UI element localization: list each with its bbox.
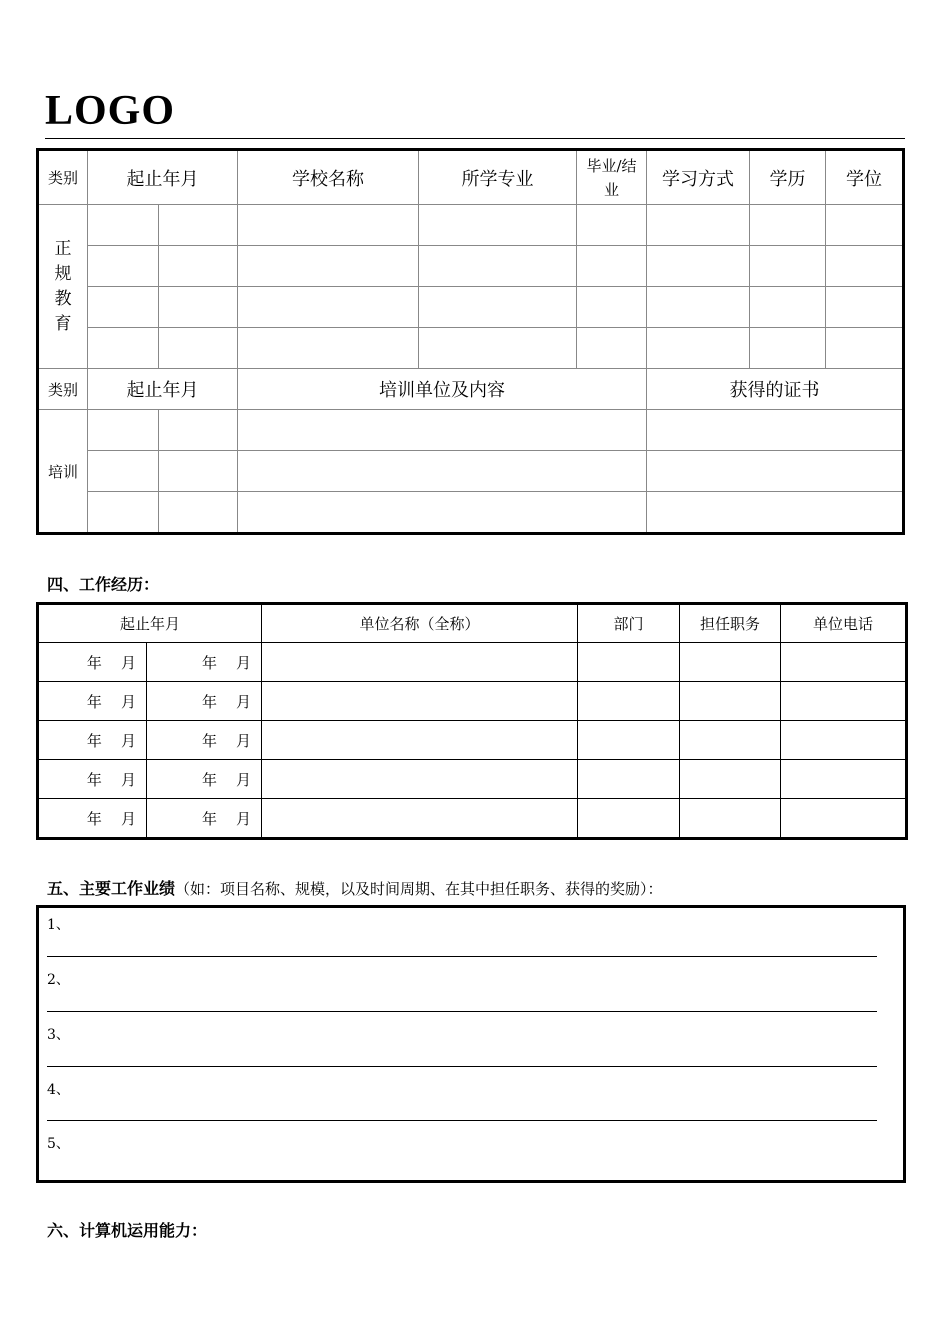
header-period: 起止年月 [88, 150, 238, 205]
header-category: 类别 [38, 150, 88, 205]
position-cell[interactable] [680, 799, 781, 839]
start-date-cell[interactable]: 年 月 [38, 682, 147, 721]
header-major: 所学专业 [419, 150, 577, 205]
dept-cell[interactable] [578, 799, 680, 839]
achievement-item-4: 4、 [47, 1082, 70, 1098]
training-header-org: 培训单位及内容 [238, 369, 647, 410]
achievement-item-2: 2、 [47, 972, 70, 988]
achievements-box[interactable] [36, 905, 906, 1183]
edu-cell[interactable] [826, 287, 904, 328]
formal-education-label [38, 205, 88, 369]
dept-cell[interactable] [578, 682, 680, 721]
header-degree: 学位 [826, 150, 904, 205]
formal-label-char: 育 [54, 313, 72, 334]
achievement-item-1: 1、 [47, 917, 70, 933]
work-header-position: 担任职务 [680, 604, 781, 643]
training-cell[interactable] [238, 410, 647, 451]
edu-cell[interactable] [419, 328, 577, 369]
position-cell[interactable] [680, 643, 781, 682]
achievement-line[interactable] [47, 1066, 877, 1067]
phone-cell[interactable] [781, 799, 907, 839]
training-cell[interactable] [159, 492, 238, 534]
edu-cell[interactable] [238, 287, 419, 328]
achievements-title [47, 876, 663, 899]
company-cell[interactable] [262, 721, 578, 760]
edu-cell[interactable] [647, 205, 750, 246]
dept-cell[interactable] [578, 643, 680, 682]
edu-cell[interactable] [577, 328, 647, 369]
header-school: 学校名称 [238, 150, 419, 205]
training-cell[interactable] [88, 410, 159, 451]
training-cell[interactable] [647, 451, 904, 492]
work-history-title: 四、工作经历： [47, 575, 160, 594]
training-header-category: 类别 [38, 369, 88, 410]
training-cell[interactable] [647, 410, 904, 451]
header-graduate: 毕业/结业 [577, 150, 647, 205]
end-date-cell[interactable]: 年 月 [147, 760, 262, 799]
position-cell[interactable] [680, 760, 781, 799]
position-cell[interactable] [680, 721, 781, 760]
work-header-dept: 部门 [578, 604, 680, 643]
edu-cell[interactable] [750, 328, 826, 369]
achievements-title-main: 五、主要工作业绩 [47, 879, 176, 898]
achievement-line[interactable] [47, 1120, 877, 1121]
edu-cell[interactable] [419, 205, 577, 246]
end-date-cell[interactable]: 年 月 [147, 721, 262, 760]
start-date-cell[interactable]: 年 月 [38, 643, 147, 682]
edu-cell[interactable] [750, 246, 826, 287]
company-cell[interactable] [262, 799, 578, 839]
training-cell[interactable] [238, 451, 647, 492]
phone-cell[interactable] [781, 682, 907, 721]
edu-cell[interactable] [159, 328, 238, 369]
formal-label-char: 正 [54, 238, 72, 259]
start-date-cell[interactable]: 年 月 [38, 760, 147, 799]
edu-cell[interactable] [826, 205, 904, 246]
edu-cell[interactable] [88, 328, 159, 369]
edu-cell[interactable] [159, 246, 238, 287]
work-history-table [36, 602, 908, 840]
edu-cell[interactable] [238, 205, 419, 246]
company-cell[interactable] [262, 682, 578, 721]
end-date-cell[interactable]: 年 月 [147, 643, 262, 682]
edu-cell[interactable] [577, 246, 647, 287]
edu-cell[interactable] [750, 205, 826, 246]
achievement-item-5: 5、 [47, 1136, 70, 1152]
achievement-line[interactable] [47, 1011, 877, 1012]
training-cell[interactable] [647, 492, 904, 534]
achievement-line[interactable] [47, 956, 877, 957]
edu-cell[interactable] [647, 328, 750, 369]
edu-cell[interactable] [750, 287, 826, 328]
training-label: 培训 [38, 410, 88, 534]
edu-cell[interactable] [238, 246, 419, 287]
edu-cell[interactable] [577, 205, 647, 246]
edu-cell[interactable] [647, 246, 750, 287]
edu-cell[interactable] [88, 246, 159, 287]
start-date-cell[interactable]: 年 月 [38, 721, 147, 760]
training-cell[interactable] [159, 451, 238, 492]
edu-cell[interactable] [88, 287, 159, 328]
edu-cell[interactable] [159, 287, 238, 328]
edu-cell[interactable] [647, 287, 750, 328]
company-cell[interactable] [262, 760, 578, 799]
edu-cell[interactable] [826, 328, 904, 369]
computer-skills-title: 六、计算机运用能力： [47, 1221, 208, 1240]
edu-cell[interactable] [159, 205, 238, 246]
work-header-phone: 单位电话 [781, 604, 907, 643]
position-cell[interactable] [680, 682, 781, 721]
training-cell[interactable] [88, 451, 159, 492]
end-date-cell[interactable]: 年 月 [147, 799, 262, 839]
edu-cell[interactable] [826, 246, 904, 287]
training-cell[interactable] [238, 492, 647, 534]
dept-cell[interactable] [578, 721, 680, 760]
edu-cell[interactable] [419, 287, 577, 328]
achievements-title-note: （如：项目名称、规模，以及时间周期、在其中担任职务、获得的奖励）： [175, 880, 663, 898]
edu-cell[interactable] [88, 205, 159, 246]
work-header-company: 单位名称（全称） [262, 604, 578, 643]
start-date-cell[interactable]: 年 月 [38, 799, 147, 839]
phone-cell[interactable] [781, 643, 907, 682]
logo: LOGO [45, 88, 176, 134]
achievement-item-3: 3、 [47, 1027, 70, 1043]
work-header-period: 起止年月 [38, 604, 262, 643]
training-header-certificate: 获得的证书 [647, 369, 904, 410]
end-date-cell[interactable]: 年 月 [147, 682, 262, 721]
edu-cell[interactable] [419, 246, 577, 287]
header-record: 学历 [750, 150, 826, 205]
phone-cell[interactable] [781, 721, 907, 760]
header-divider [45, 138, 905, 139]
phone-cell[interactable] [781, 760, 907, 799]
edu-cell[interactable] [238, 328, 419, 369]
edu-cell[interactable] [577, 287, 647, 328]
training-header-period: 起止年月 [88, 369, 238, 410]
training-cell[interactable] [159, 410, 238, 451]
formal-label-char: 规 [54, 263, 72, 284]
header-mode: 学习方式 [647, 150, 750, 205]
company-cell[interactable] [262, 643, 578, 682]
training-cell[interactable] [88, 492, 159, 534]
dept-cell[interactable] [578, 760, 680, 799]
education-table [36, 148, 905, 535]
formal-label-char: 教 [54, 288, 72, 309]
